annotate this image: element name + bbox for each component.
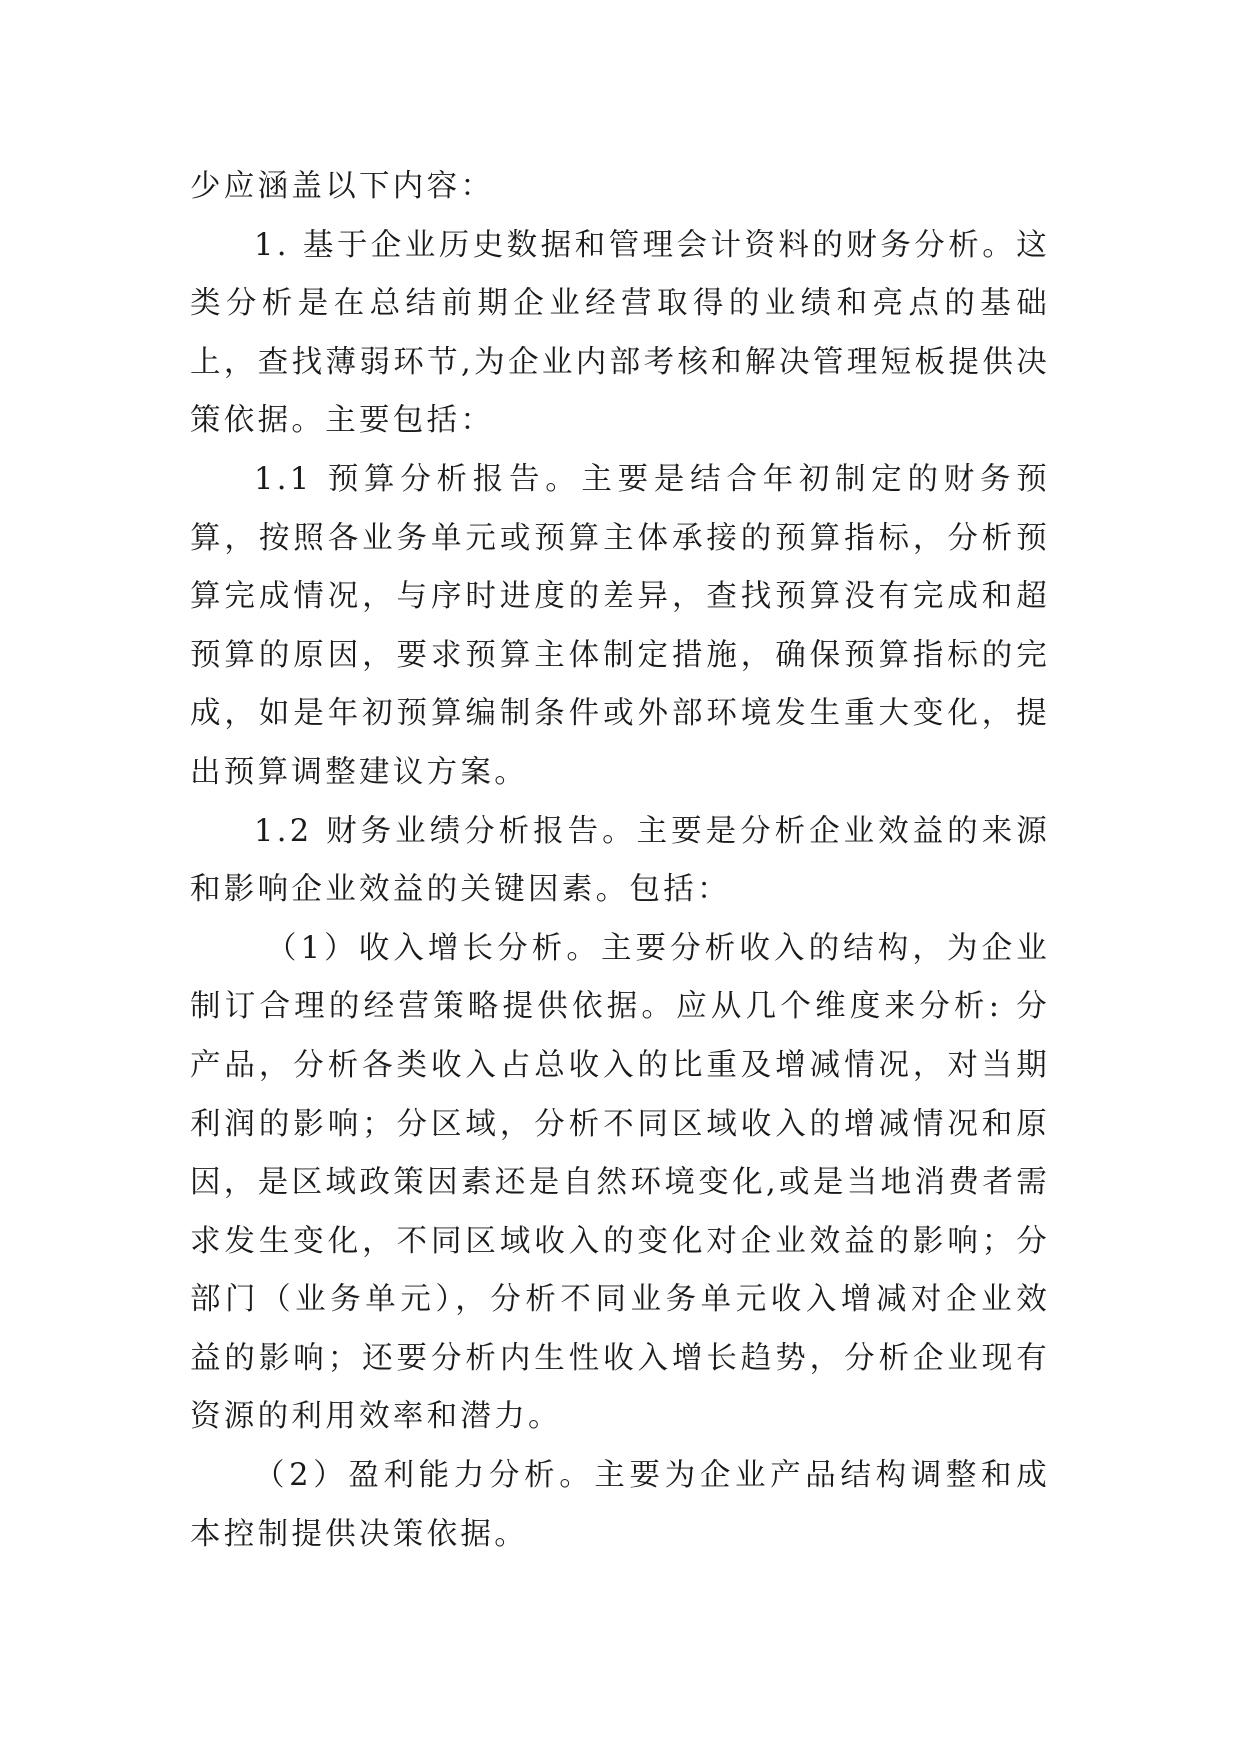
paragraph-section-1: 1. 基于企业历史数据和管理会计资料的财务分析。这类分析是在总结前期企业经营取得的业绩和亮点的基础上，查找薄弱环节,为企业内部考核和解决管理短板提供决策依据。主要包括：	[190, 227, 1050, 439]
paragraph-section-1-1: 1.1 预算分析报告。主要是结合年初制定的财务预算，按照各业务单元或预算主体承接的预算指标，分析预算完成情况，与序时进度的差异，查找预算没有完成和超预算的原因，要求预算主体制定措施，确保预算指标的完成，如是年初预算编制条件或外部环境发生重大变化，提出预算调整建议方案。	[190, 461, 1050, 790]
paragraph-item-2: （2）盈利能力分析。主要为企业产品结构调整和成本控制提供决策依据。	[190, 1458, 1050, 1552]
document-page	[190, 158, 1050, 1564]
paragraph-section-1-2: 1.2 财务业绩分析报告。主要是分析企业效益的来源和影响企业效益的关键因素。包括：	[190, 813, 1050, 908]
paragraph-item-1: （1）收入增长分析。主要分析收入的结构，为企业制订合理的经营策略提供依据。应从几个维度来分析: 分产品，分析各类收入占总收入的比重及增减情况，对当期利润的影响；分区域，分析不同区域收入的增减情况和原因，是区域政策因素还是自然环境变化,或是当地消费者需求发生变化，不同区域收入的变化对企业效益的影响；分部门（业务单元），分析不同业务单元收入增减对企业效益的影响；还要分析内生性收入增长趋势，分析企业现有资源的利用效率和潜力。	[190, 930, 1050, 1435]
paragraph-intro-continuation: 少应涵盖以下内容：	[190, 169, 495, 204]
